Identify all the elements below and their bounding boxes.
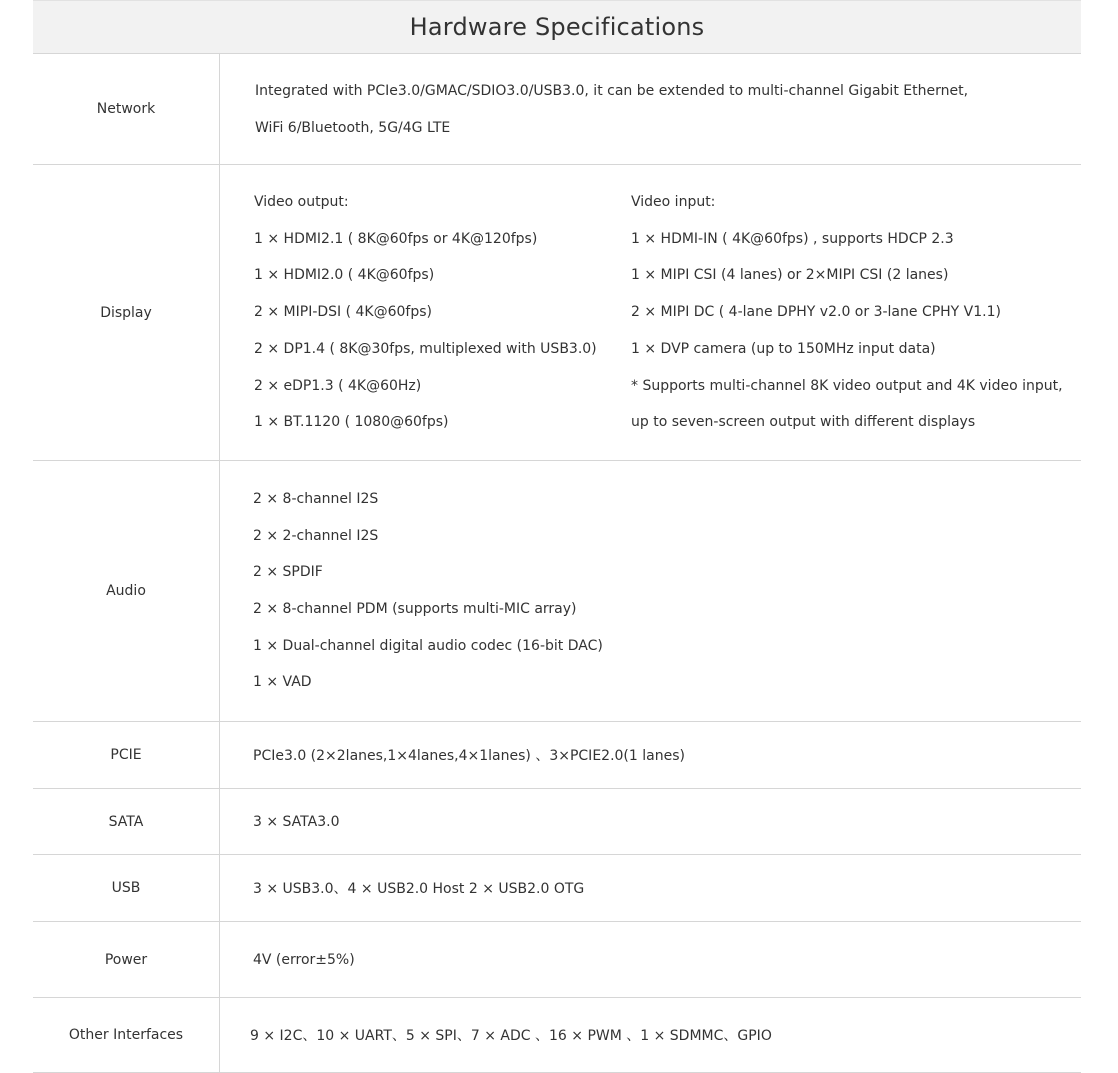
spec-line: Video input:	[631, 194, 716, 211]
spec-line: 1 × MIPI CSI (4 lanes) or 2×MIPI CSI (2 lanes)	[631, 267, 949, 284]
spec-label: USB	[33, 855, 220, 921]
spec-row-sata	[33, 789, 1081, 855]
spec-value: 4V (error±5%)	[253, 951, 355, 968]
spec-line: 2 × DP1.4 ( 8K@30fps, multiplexed with USB3.0)	[254, 340, 597, 357]
spec-line: 1 × Dual-channel digital audio codec (16-bit DAC)	[253, 637, 603, 654]
spec-line: WiFi 6/Bluetooth, 5G/4G LTE	[255, 119, 451, 136]
spec-label: Audio	[33, 461, 220, 721]
spec-line: 1 × HDMI-IN ( 4K@60fps) , supports HDCP 2.3	[631, 230, 954, 247]
video-input-column	[631, 184, 1081, 441]
spec-label: SATA	[33, 789, 220, 854]
spec-line: 2 × 2-channel I2S	[253, 527, 379, 544]
table-title: Hardware Specifications	[33, 0, 1081, 54]
spec-line: 2 × SPDIF	[253, 564, 323, 581]
spec-line: up to seven-screen output with different displays	[631, 414, 976, 431]
spec-line: 2 × MIPI DC ( 4-lane DPHY v2.0 or 3-lane CPHY V1.1)	[631, 304, 1001, 321]
spec-value: 3 × USB3.0、4 × USB2.0 Host 2 × USB2.0 OTG	[253, 881, 585, 897]
spec-line: Video output:	[254, 194, 349, 211]
spec-value: 3 × SATA3.0	[253, 813, 340, 830]
spec-line: 1 × HDMI2.1 ( 8K@60fps or 4K@120fps)	[254, 230, 538, 247]
spec-value: PCIe3.0 (2×2lanes,1×4lanes,4×1lanes) 、3×PCIE2.0(1 lanes)	[253, 748, 685, 764]
spec-line: 1 × HDMI2.0 ( 4K@60fps)	[254, 267, 435, 284]
spec-label: Power	[33, 922, 220, 997]
spec-row-display	[33, 165, 1081, 461]
spec-line: 1 × VAD	[253, 674, 312, 691]
spec-line: 1 × BT.1120 ( 1080@60fps)	[254, 414, 449, 431]
spec-row-usb	[33, 855, 1081, 922]
spec-row-pcie	[33, 722, 1081, 789]
spec-row-network	[33, 54, 1081, 165]
spec-line: 1 × DVP camera (up to 150MHz input data)	[631, 340, 936, 357]
spec-line: Integrated with PCIe3.0/GMAC/SDIO3.0/USB3.0, it can be extended to multi-channel Gigabit Ethernet,	[255, 82, 969, 99]
spec-row-audio	[33, 461, 1081, 722]
spec-row-other-interfaces	[33, 998, 1081, 1073]
spec-value	[220, 54, 1081, 164]
spec-value: 9 × I2C、10 × UART、5 × SPI、7 × ADC 、16 × PWM 、1 × SDMMC、GPIO	[250, 1028, 772, 1044]
spec-line: 2 × MIPI-DSI ( 4K@60fps)	[254, 304, 433, 321]
spec-line: 2 × eDP1.3 ( 4K@60Hz)	[254, 377, 422, 394]
spec-label: PCIE	[33, 722, 220, 788]
video-output-column	[254, 184, 631, 441]
hardware-spec-table	[33, 0, 1081, 1073]
spec-line: 2 × 8-channel PDM (supports multi-MIC array)	[253, 601, 577, 617]
spec-label: Other Interfaces	[33, 998, 220, 1072]
spec-line: 2 × 8-channel I2S	[253, 490, 379, 507]
spec-value	[220, 165, 1081, 460]
spec-row-power	[33, 922, 1081, 998]
spec-value	[220, 461, 1081, 721]
spec-label: Network	[33, 54, 220, 164]
spec-label: Display	[33, 165, 220, 460]
spec-line: * Supports multi-channel 8K video output and 4K video input,	[631, 377, 1063, 394]
